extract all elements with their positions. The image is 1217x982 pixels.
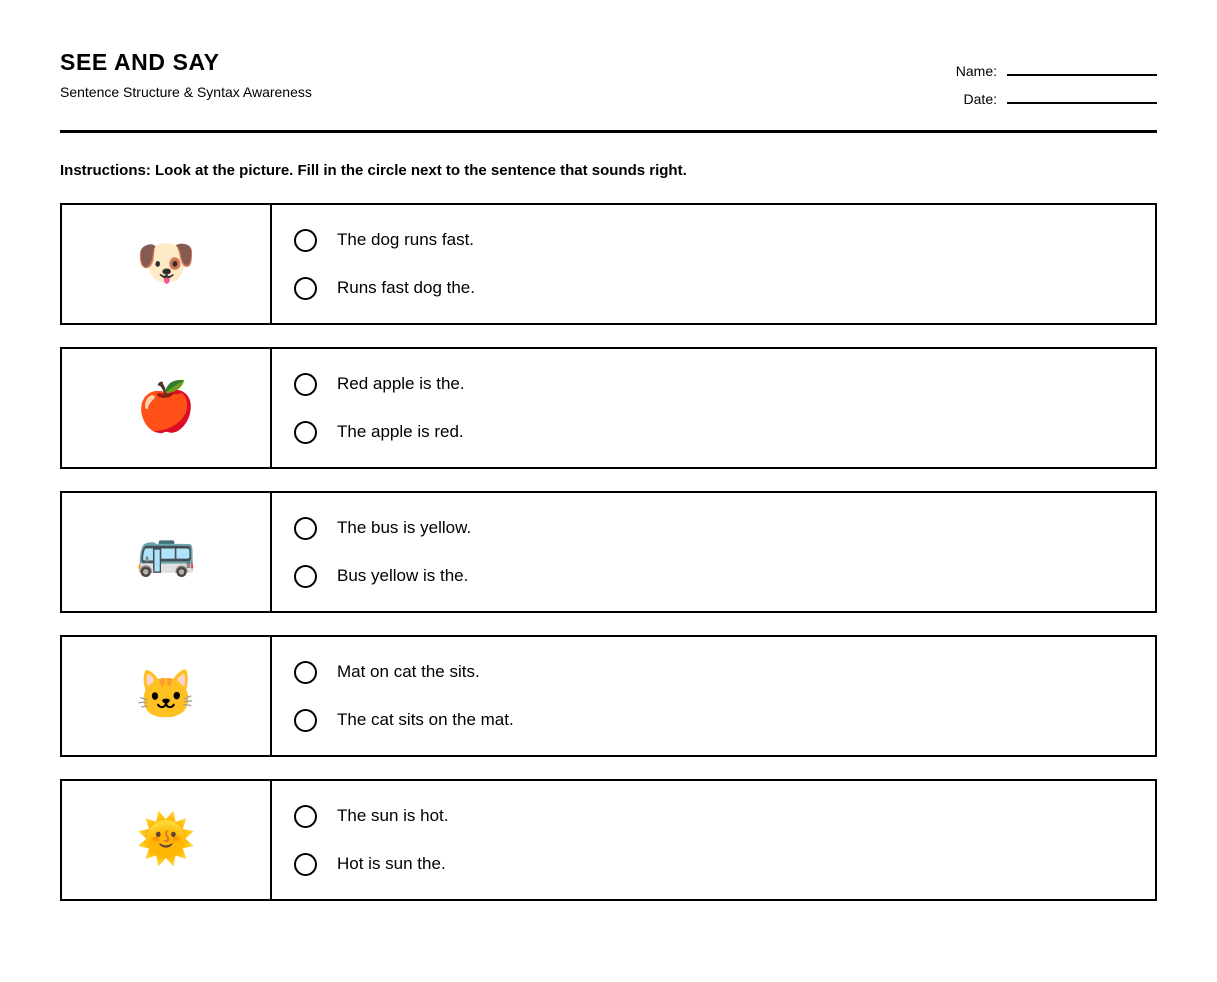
question-row bbox=[60, 347, 1157, 469]
answer-bubble-icon[interactable] bbox=[294, 661, 317, 684]
question-list bbox=[60, 203, 1157, 901]
answer-bubble-icon[interactable] bbox=[294, 373, 317, 396]
student-info-block bbox=[937, 60, 1157, 116]
answer-option-label: Runs fast dog the. bbox=[337, 278, 475, 297]
question-row bbox=[60, 635, 1157, 757]
answer-option[interactable] bbox=[294, 504, 1155, 552]
answer-bubble-icon[interactable] bbox=[294, 229, 317, 252]
question-picture-cell bbox=[62, 493, 272, 611]
name-field-label: Name: bbox=[955, 63, 997, 79]
name-field-row bbox=[937, 60, 1157, 88]
answer-option-label: The cat sits on the mat. bbox=[337, 710, 514, 729]
answer-option-label: The apple is red. bbox=[337, 422, 464, 441]
answer-option[interactable] bbox=[294, 264, 1155, 312]
answer-option[interactable] bbox=[294, 408, 1155, 456]
page-title: SEE AND SAY bbox=[60, 49, 220, 75]
question-options-cell bbox=[272, 349, 1155, 467]
page-subtitle: Sentence Structure & Syntax Awareness bbox=[60, 84, 312, 100]
bus-emoji: 🚌 bbox=[136, 525, 196, 578]
header-divider bbox=[60, 130, 1157, 133]
answer-bubble-icon[interactable] bbox=[294, 277, 317, 300]
answer-option-label: Hot is sun the. bbox=[337, 854, 446, 873]
question-row bbox=[60, 203, 1157, 325]
answer-option-label: Mat on cat the sits. bbox=[337, 662, 480, 681]
answer-option-label: Bus yellow is the. bbox=[337, 566, 469, 585]
question-picture-cell bbox=[62, 349, 272, 467]
answer-bubble-icon[interactable] bbox=[294, 805, 317, 828]
answer-option[interactable] bbox=[294, 360, 1155, 408]
answer-option[interactable] bbox=[294, 216, 1155, 264]
date-field-label: Date: bbox=[963, 91, 997, 107]
answer-option[interactable] bbox=[294, 840, 1155, 888]
answer-option[interactable] bbox=[294, 696, 1155, 744]
question-picture-cell bbox=[62, 781, 272, 899]
question-options-cell bbox=[272, 493, 1155, 611]
worksheet-header bbox=[60, 48, 1157, 126]
answer-option-label: Red apple is the. bbox=[337, 374, 465, 393]
name-input-line[interactable] bbox=[1007, 60, 1157, 76]
question-picture-cell bbox=[62, 205, 272, 323]
answer-bubble-icon[interactable] bbox=[294, 565, 317, 588]
question-picture-cell bbox=[62, 637, 272, 755]
answer-bubble-icon[interactable] bbox=[294, 421, 317, 444]
red-apple-emoji: 🍎 bbox=[136, 381, 196, 434]
question-options-cell bbox=[272, 781, 1155, 899]
answer-bubble-icon[interactable] bbox=[294, 853, 317, 876]
answer-option-label: The dog runs fast. bbox=[337, 230, 475, 249]
question-options-cell bbox=[272, 205, 1155, 323]
answer-option[interactable] bbox=[294, 648, 1155, 696]
answer-option-label: The bus is yellow. bbox=[337, 518, 472, 537]
date-field-row bbox=[937, 88, 1157, 116]
answer-bubble-icon[interactable] bbox=[294, 517, 317, 540]
instructions-text: Instructions: Look at the picture. Fill in the circle next to the sentence that sounds right. bbox=[60, 162, 687, 179]
answer-option[interactable] bbox=[294, 552, 1155, 600]
dog-face-emoji: 🐶 bbox=[136, 237, 196, 290]
answer-option-label: The sun is hot. bbox=[337, 806, 449, 825]
sun-with-face-emoji: 🌞 bbox=[136, 813, 196, 866]
question-options-cell bbox=[272, 637, 1155, 755]
date-input-line[interactable] bbox=[1007, 88, 1157, 104]
answer-option[interactable] bbox=[294, 792, 1155, 840]
header-title-block bbox=[60, 48, 312, 102]
cat-face-emoji: 🐱 bbox=[136, 669, 196, 722]
answer-bubble-icon[interactable] bbox=[294, 709, 317, 732]
question-row bbox=[60, 491, 1157, 613]
question-row bbox=[60, 779, 1157, 901]
